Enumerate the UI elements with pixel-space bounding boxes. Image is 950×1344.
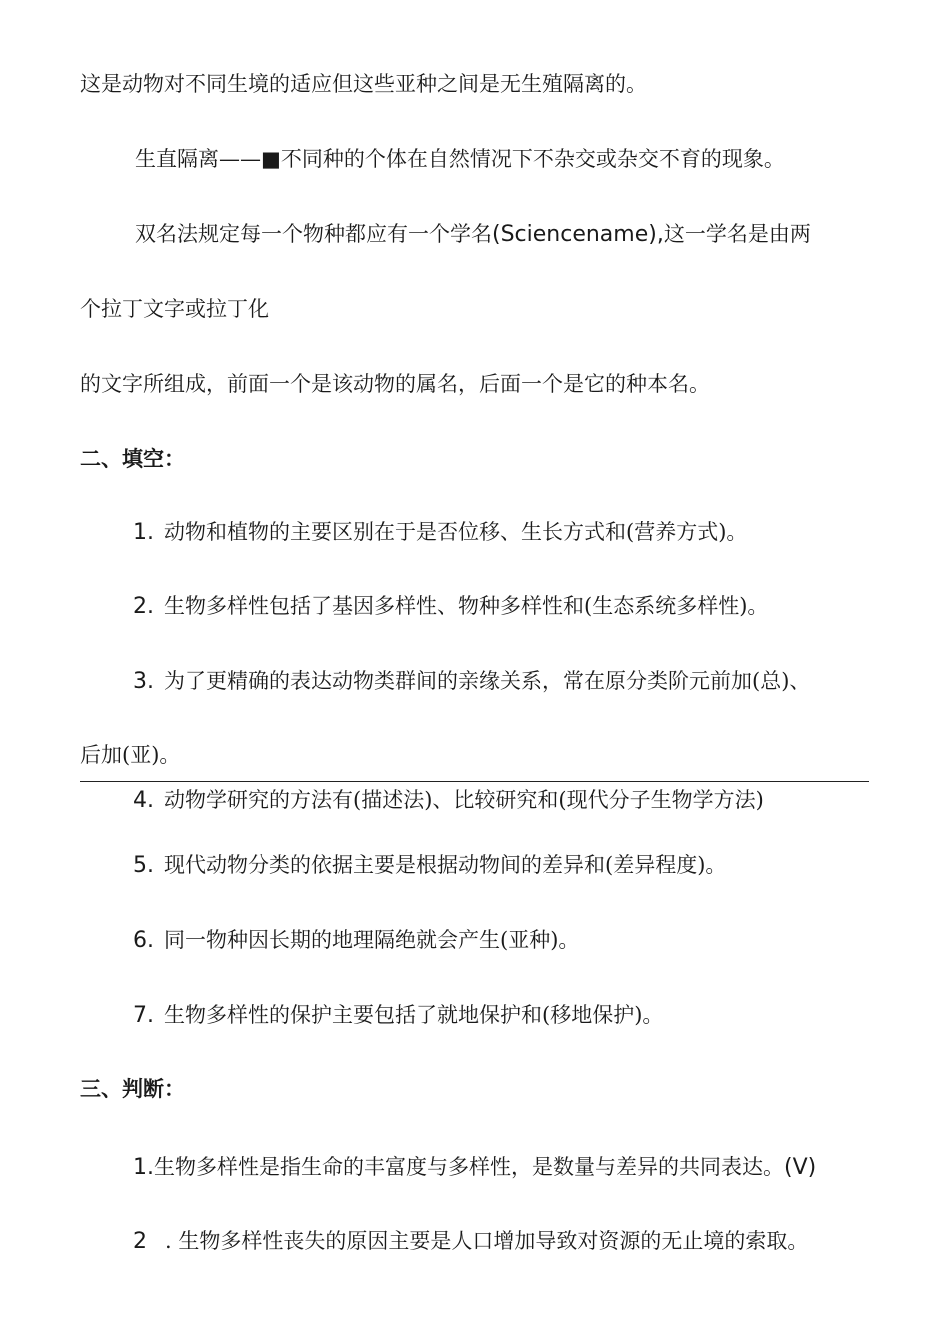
list-item: [133, 592, 768, 621]
paragraph-line: 这是动物对不同生境的适应但这些亚种之间是无生殖隔离的。: [80, 72, 647, 96]
item-number: 4.: [133, 788, 154, 813]
item-text: . 生物多样性丧失的原因主要是人口增加导致对资源的无止境的索取。: [165, 1229, 809, 1253]
item-number: 7.: [133, 1003, 154, 1028]
list-item: [133, 926, 579, 955]
paragraph-line: 的文字所组成，前面一个是该动物的属名，后面一个是它的种本名。: [80, 372, 710, 396]
item-number: 1.: [133, 520, 154, 545]
list-item: [133, 1227, 808, 1256]
list-item-continuation: 后加(亚)。: [80, 743, 181, 767]
list-item: [133, 1153, 816, 1182]
list-item: [133, 786, 764, 815]
text-span: 双名法规定每一个物种都应有一个学名: [135, 222, 492, 246]
answer-mark: (V): [784, 1155, 817, 1180]
item-text: 现代动物分类的依据主要是根据动物间的差异和(差异程度)。: [164, 853, 727, 877]
list-item: [133, 667, 810, 696]
item-number: 5.: [133, 853, 154, 878]
list-item: [133, 1001, 663, 1030]
text-span: 这一学名是由两: [663, 222, 811, 246]
paragraph-line: 个拉丁文字或拉丁化: [80, 297, 269, 321]
horizontal-rule: [80, 781, 869, 782]
section-heading: 三、判断：: [80, 1076, 185, 1101]
list-item: [133, 851, 726, 880]
section-heading: 二、填空：: [80, 446, 185, 471]
item-text: 同一物种因长期的地理隔绝就会产生(亚种)。: [164, 928, 580, 952]
item-number: 2.: [133, 594, 154, 619]
item-text: 为了更精确的表达动物类群间的亲缘关系，常在原分类阶元前加(总)、: [164, 669, 811, 693]
item-text: 生物多样性的保护主要包括了就地保护和(移地保护)。: [164, 1003, 664, 1027]
item-text: 动物和植物的主要区别在于是否位移、生长方式和(营养方式)。: [164, 520, 748, 544]
paragraph-line: 生直隔离——■不同种的个体在自然情况下不杂交或杂交不育的现象。: [135, 147, 785, 171]
paragraph-line: [135, 220, 811, 249]
item-text: 动物学研究的方法有(描述法)、比较研究和(现代分子生物学方法): [164, 788, 764, 812]
item-number: 3.: [133, 669, 154, 694]
item-text: 生物多样性是指生命的丰富度与多样性，是数量与差异的共同表达。: [154, 1155, 784, 1179]
item-number: 2: [133, 1229, 147, 1254]
item-text: 生物多样性包括了基因多样性、物种多样性和(生态系统多样性)。: [164, 594, 769, 618]
item-number: 6.: [133, 928, 154, 953]
latin-text: (Sciencename),: [492, 222, 664, 247]
item-number: 1.: [133, 1155, 154, 1180]
list-item: [133, 518, 747, 547]
